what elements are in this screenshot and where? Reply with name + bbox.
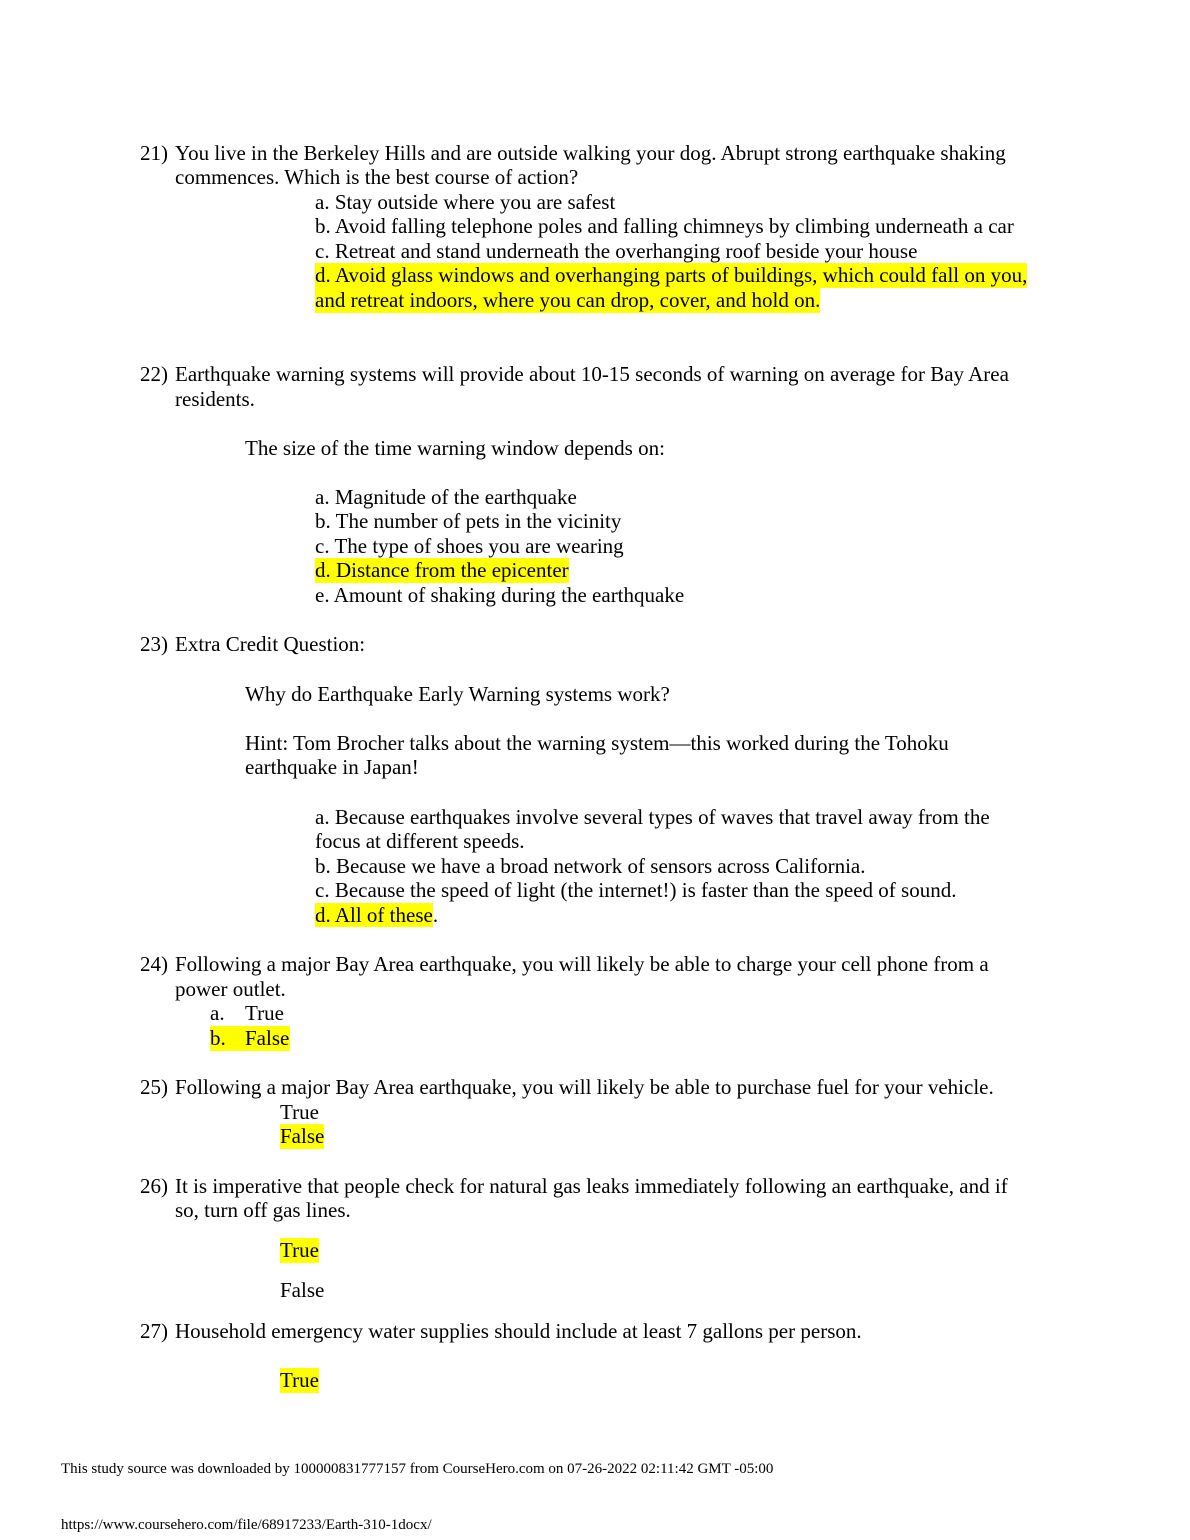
correct-answer-highlight: d. Distance from the epicenter	[315, 558, 569, 582]
question-prompt: The size of the time warning window depends on:	[245, 436, 665, 460]
correct-answer-highlight	[210, 1026, 290, 1051]
option-letter: a.	[210, 1001, 225, 1025]
answer-suffix: .	[432, 903, 439, 927]
answer-option: b. Avoid falling telephone poles and falling chimneys by climbing underneath a car	[315, 214, 1014, 238]
question-text: It is imperative that people check for natural gas leaks immediately following an earthquake, and if	[175, 1174, 1008, 1198]
question-number: 23)	[140, 632, 168, 656]
question-text: commences. Which is the best course of action?	[175, 165, 579, 189]
answer-option: b. Because we have a broad network of sensors across California.	[315, 854, 866, 878]
question-number: 24)	[140, 952, 168, 976]
correct-answer-highlight: False	[280, 1124, 325, 1148]
answer-option: c. Because the speed of light (the internet!) is faster than the speed of sound.	[315, 878, 957, 902]
question-text: residents.	[175, 387, 255, 411]
option-letter: b.	[210, 1026, 226, 1050]
question-text: so, turn off gas lines.	[175, 1198, 351, 1222]
correct-answer-highlight: True	[280, 1368, 319, 1392]
answer-option: False	[280, 1278, 325, 1302]
question-prompt: Why do Earthquake Early Warning systems work?	[245, 682, 670, 706]
answer-option: True	[280, 1100, 319, 1124]
answer-option: c. Retreat and stand underneath the overhanging roof beside your house	[315, 239, 918, 263]
source-footer: This study source was downloaded by 100000831777157 from CourseHero.com on 07-26-2022 02:11:42 GMT -05:00	[61, 1461, 774, 1477]
hint-text: earthquake in Japan!	[245, 755, 419, 779]
correct-answer-highlight: and retreat indoors, where you can drop, cover, and hold on.	[315, 288, 821, 312]
question-text: Household emergency water supplies should include at least 7 gallons per person.	[175, 1319, 862, 1343]
hint-text: Hint: Tom Brocher talks about the warning system—this worked during the Tohoku	[245, 731, 949, 755]
answer-option: a. Stay outside where you are safest	[315, 190, 616, 214]
answer-option: focus at different speeds.	[315, 829, 525, 853]
question-number: 21)	[140, 141, 168, 165]
question-text: Extra Credit Question:	[175, 632, 366, 656]
answer-option-d	[315, 903, 438, 928]
correct-answer-highlight: True	[280, 1238, 319, 1262]
question-number: 27)	[140, 1319, 168, 1343]
question-number: 26)	[140, 1174, 168, 1198]
answer-option: False	[245, 1026, 290, 1050]
answer-option: a. Because earthquakes involve several types of waves that travel away from the	[315, 805, 990, 829]
question-number: 25)	[140, 1075, 168, 1099]
correct-answer-highlight: d. All of these	[315, 903, 433, 927]
question-text: You live in the Berkeley Hills and are outside walking your dog. Abrupt strong earthquake shaking	[175, 141, 1006, 165]
answer-option: c. The type of shoes you are wearing	[315, 534, 624, 558]
answer-option: a. Magnitude of the earthquake	[315, 485, 577, 509]
answer-option: b. The number of pets in the vicinity	[315, 509, 622, 533]
question-text: Following a major Bay Area earthquake, you will likely be able to charge your cell phone from a	[175, 952, 989, 976]
question-text: Earthquake warning systems will provide about 10-15 seconds of warning on average for Bay Area	[175, 362, 1009, 386]
source-url[interactable]: https://www.coursehero.com/file/68917233/Earth-310-1docx/	[61, 1517, 432, 1533]
question-text: Following a major Bay Area earthquake, you will likely be able to purchase fuel for your vehicle.	[175, 1075, 994, 1099]
answer-option: True	[245, 1001, 284, 1025]
correct-answer-highlight: d. Avoid glass windows and overhanging parts of buildings, which could fall on you,	[315, 263, 1028, 287]
question-text: power outlet.	[175, 977, 286, 1001]
question-number: 22)	[140, 362, 168, 386]
answer-option: e. Amount of shaking during the earthquake	[315, 583, 685, 607]
